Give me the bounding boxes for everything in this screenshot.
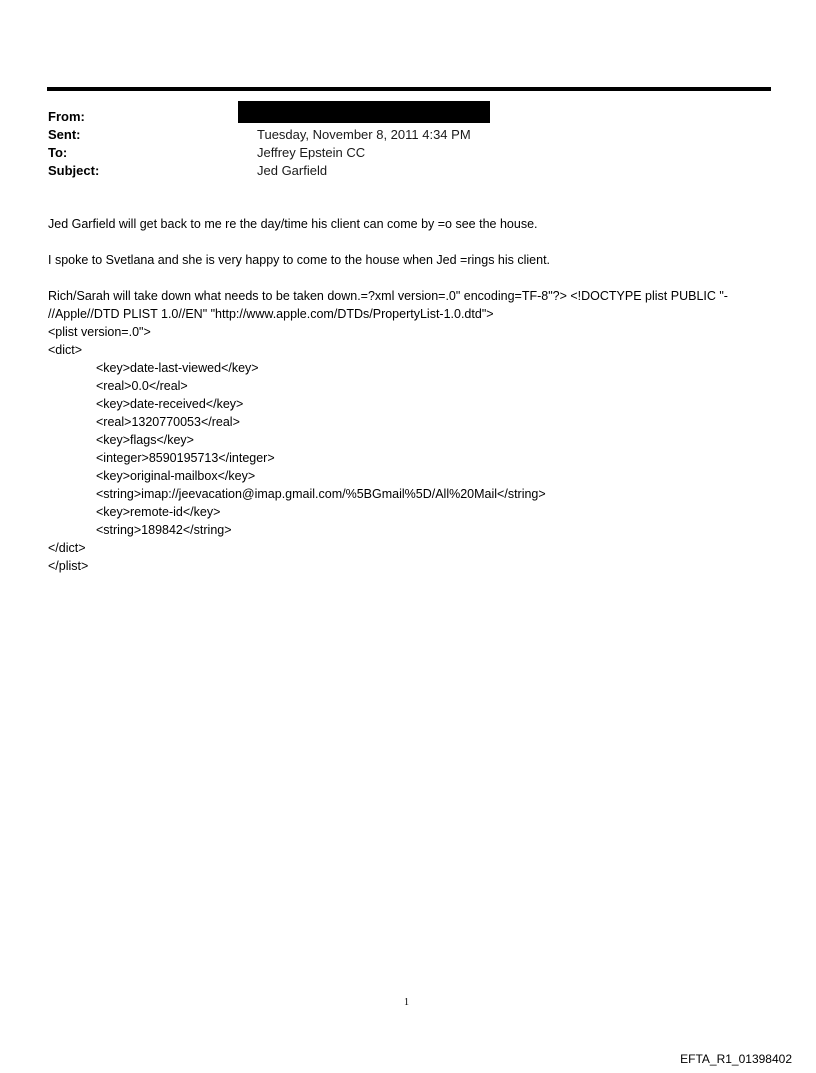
header-rule <box>47 87 771 91</box>
sent-value: Tuesday, November 8, 2011 4:34 PM <box>257 127 471 142</box>
to-label: To: <box>48 145 68 160</box>
to-value: Jeffrey Epstein CC <box>257 145 366 160</box>
plist-close-tag: </plist> <box>48 559 89 573</box>
plist-line: <key>flags</key> <box>96 433 194 447</box>
plist-line: <string>189842</string> <box>96 523 232 537</box>
from-label: From: <box>48 109 85 124</box>
subject-value: Jed Garfield <box>257 163 328 178</box>
body-paragraph-2: I spoke to Svetlana and she is very happy to come to the house when Jed =rings his client. <box>48 253 551 267</box>
dict-close-tag: </dict> <box>48 541 86 555</box>
body-paragraph-3-line-2: //Apple//DTD PLIST 1.0//EN" "http://www.apple.com/DTDs/PropertyList-1.0.dtd"> <box>48 307 494 321</box>
plist-line: <real>0.0</real> <box>96 379 188 393</box>
redaction-box <box>238 101 490 123</box>
plist-line: <key>original-mailbox</key> <box>96 469 256 483</box>
plist-line: <key>date-last-viewed</key> <box>96 361 259 375</box>
plist-line: <key>remote-id</key> <box>96 505 221 519</box>
sent-label: Sent: <box>48 127 81 142</box>
plist-line: <integer>8590195713</integer> <box>96 451 275 465</box>
body-paragraph-3-line-1: Rich/Sarah will take down what needs to be taken down.=?xml version=.0" encoding=TF-8"?> <!DOCTYPE plist PUBLIC "- <box>48 289 728 303</box>
plist-line: <string>imap://jeevacation@imap.gmail.com/%5BGmail%5D/All%20Mail</string> <box>96 487 546 501</box>
document-id: EFTA_R1_01398402 <box>680 1052 792 1066</box>
dict-open-tag: <dict> <box>48 343 83 357</box>
subject-label: Subject: <box>48 163 100 178</box>
page-number: 1 <box>404 997 409 1008</box>
plist-open-tag: <plist version=.0"> <box>48 325 151 339</box>
body-paragraph-1: Jed Garfield will get back to me re the day/time his client can come by =o see the house. <box>48 217 538 231</box>
plist-line: <real>1320770053</real> <box>96 415 240 429</box>
plist-line: <key>date-received</key> <box>96 397 244 411</box>
